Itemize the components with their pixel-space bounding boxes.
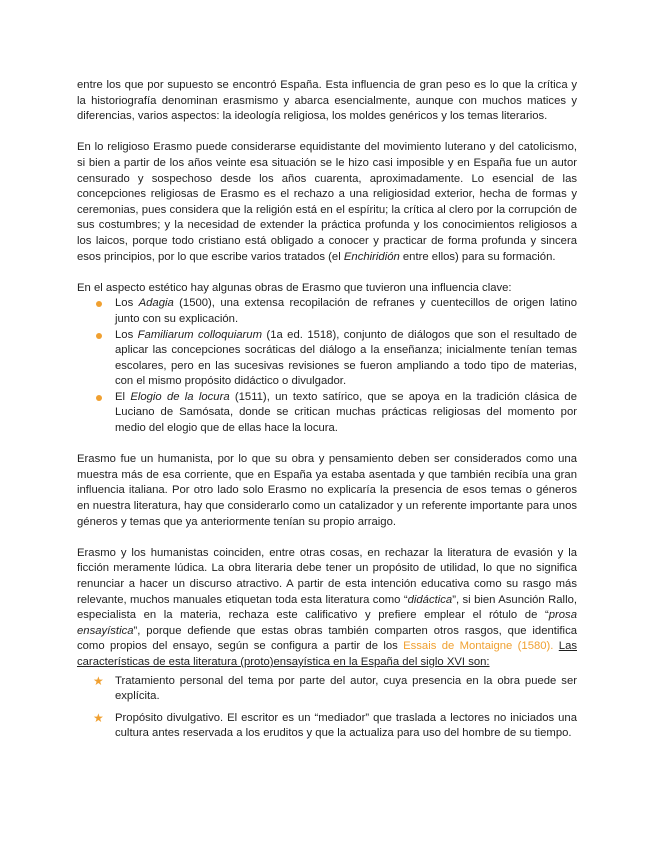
feature-text: Propósito divulgativo. El escritor es un “mediador” que traslada a lectores no iniciados una cultura antes reservada a los eruditos y que la actualiza para uso del hombre de su tiempo. (115, 711, 577, 740)
work-prefix: Los (115, 297, 139, 310)
features-list-item (77, 711, 577, 742)
work-description: (1a ed. 1518), conjunto de diálogos que son el resultado de aplicar las concepciones socráticas del diálogo a la enseñanza; inicialmente tenían temas escolares, pero en las sucesivas revisiones se fueron ampliando a todo tipo de materias, con el mismo propósito didáctico o divulgador. (115, 328, 578, 388)
paragraph-didactic-text: Erasmo y los humanistas coinciden, entre otras cosas, en rechazar la literatura de evasión y la ficción meramente lúdica. La obra literaria debe tener un propósito de utilidad, lo que no significa renunciar a hacer un discurso atractivo. A partir de esta intención educativa como su rasgo más relevante, muchos manuales etiquetan toda esta literatura como “ (77, 546, 577, 606)
orange-star-icon: ★ (93, 673, 104, 688)
orange-star-icon: ★ (93, 710, 104, 725)
paragraph-humanism: Erasmo fue un humanista, por lo que su obra y pensamiento deben ser considerados como una muestra más de esa corriente, que en España ya estaba asentada y que también recibía una gran influencia italiana. Por otro lado solo Erasmo no explicaría la presencia de esos temas o géneros en nuestra literatura, hay que considerarlo como un catalizador y un referente importante para unos géneros y temas que ya anteriormente tenían su propio arraigo. (77, 453, 577, 528)
orange-dot-icon (96, 333, 102, 339)
works-list (77, 296, 577, 436)
paragraph-religion-text: En lo religioso Erasmo puede considerarse equidistante del movimiento luterano y del catolicismo, si bien a partir de los años veinte esa situación se le hizo casi imposible y en España fue un autor censurado y sospechoso desde los años cuarenta, aproximadamente. Lo esencial de las concepciones religiosas de Erasmo es el rechazo a una religiosidad exterior, hecha de formas y ceremonias, pues considera que la religión está en el espíritu; la crítica al clero por la corrupción de sus costumbres; y la necesidad de extender la práctica profunda y los conocimientos religiosos a los laicos, porque todo cristiano está obligado a conocer y practicar de forma profunda y sincera esos principios, por lo que escribe varios tratados (el (77, 141, 577, 263)
features-list (77, 674, 577, 742)
works-list-item-colloquia (77, 328, 577, 390)
work-title: Adagia (138, 297, 174, 310)
work-prefix: El (115, 390, 131, 403)
enchiridion-title: Enchiridión (343, 250, 400, 263)
work-title: Elogio de la locura (130, 390, 230, 403)
work-prefix: Los (115, 328, 138, 341)
works-list-item-elogio (77, 390, 577, 437)
term-prosa-ensayistica: prosa ensayística (77, 609, 577, 637)
feature-text: Tratamiento personal del tema por parte del autor, cuya presencia en la obra puede ser explícita. (115, 674, 577, 703)
paragraph-didactic-text: ”, porque defiende que estas obras también comparten otros rasgos, que identifica como propios del ensayo, según se configura a partir de los (77, 624, 577, 653)
work-description: (1511), un texto satírico, que se apoya en la tradición clásica de Luciano de Samósata, donde se critican muchas prácticas religiosas del momento por medio del elogio que de ellas hace la locura. (115, 390, 577, 435)
paragraph-erasmismo: entre los que por supuesto se encontró España. Esta influencia de gran peso es lo que la crítica y la historiografía denominan erasmismo y abarca esencialmente, aunque con muchos matices y diferencias, varios aspectos: la ideología religiosa, los moldes genéricos y los temas literarios. (77, 79, 577, 123)
term-didactica: didáctica (407, 593, 453, 606)
essais-montaigne-link[interactable]: Essais de Montaigne (1580). (403, 640, 554, 653)
orange-dot-icon (96, 395, 102, 401)
paragraph-religion-end: entre ellos) para su formación. (399, 250, 556, 263)
paragraph-didactic-text: ”, si bien Asunción Rallo, especialista en la materia, rechaza este calificativo y prefiere emplear el rótulo de “ (77, 593, 577, 622)
features-list-item (77, 674, 577, 705)
characteristics-heading: Las características de esta literatura (proto)ensayística en la España del siglo XVI son: (77, 640, 577, 668)
paragraph-religion (77, 140, 577, 265)
paragraph-didactic (77, 546, 577, 671)
paragraph-aesthetic-intro: En el aspecto estético hay algunas obras de Erasmo que tuvieron una influencia clave: (77, 281, 512, 294)
work-title: Familiarum colloquiarum (137, 328, 262, 341)
orange-dot-icon (96, 301, 102, 307)
work-description: (1500), una extensa recopilación de refranes y cuentecillos de origen latino junto con su explicación. (115, 297, 577, 325)
works-list-item-adagia (77, 296, 577, 327)
